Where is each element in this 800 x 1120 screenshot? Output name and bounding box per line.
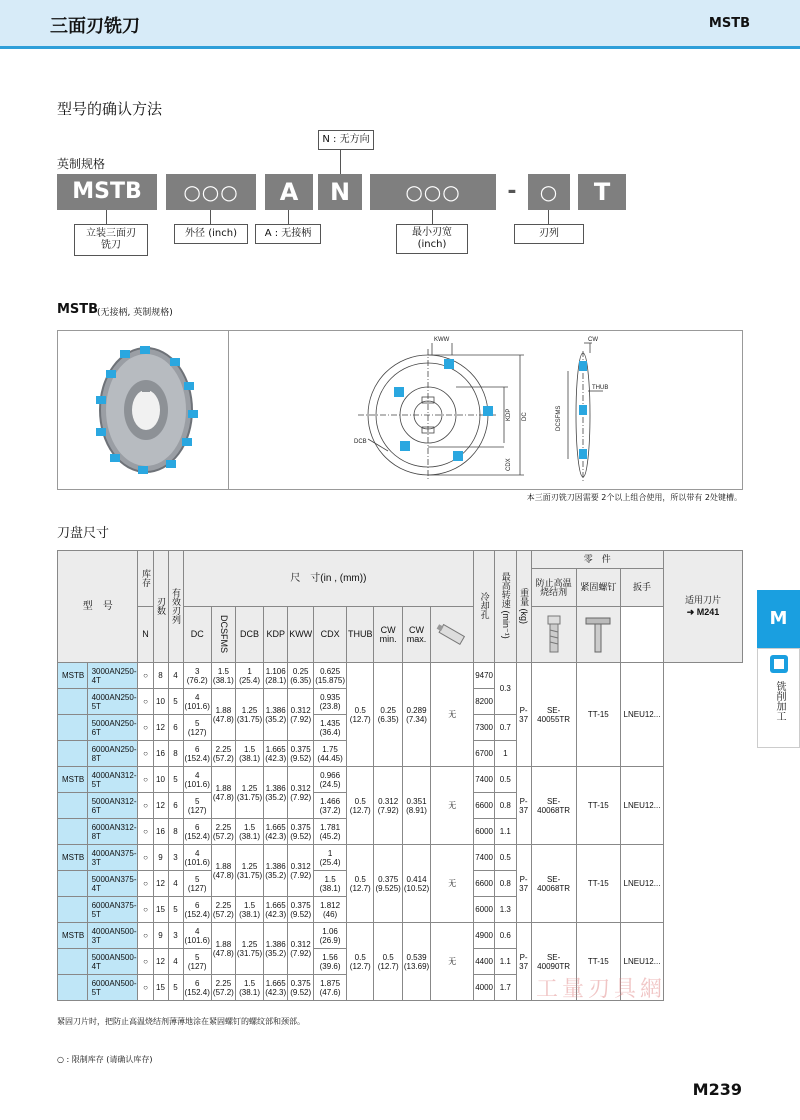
teeth-cell: 9 <box>153 923 168 949</box>
block-n: N <box>318 174 362 210</box>
dcsfms-cell: 2.25 (57.2) <box>211 897 235 923</box>
dc-cell: 4 (101.6) <box>183 689 211 715</box>
milling-icon <box>768 653 790 675</box>
kdp-cell: 1.386 (35.2) <box>264 845 288 897</box>
cwmax-cell: 0.539 (13.69) <box>402 923 430 1001</box>
wrench-cell: TT-15 <box>576 663 620 767</box>
coolant-cell: 无 <box>431 767 474 845</box>
dc-cell: 4 (101.6) <box>183 767 211 793</box>
dcb-cell: 1.25 (31.75) <box>235 923 263 975</box>
thub-cell: 0.5 (12.7) <box>346 923 374 1001</box>
stock-cell: ○ <box>138 819 153 845</box>
col-rpm: 最高转速 (min⁻¹) <box>500 572 511 639</box>
col-antiseize: 防止高温 烧结剂 <box>531 569 576 607</box>
block-dash: - <box>507 179 517 204</box>
col-parts: 零 件 <box>531 551 663 569</box>
kww-cell: 0.312 (7.92) <box>288 923 314 975</box>
weight-cell: 1.3 <box>495 897 517 923</box>
rpm-cell: 7300 <box>474 715 495 741</box>
kww-cell: 0.312 (7.92) <box>288 767 314 819</box>
dc-cell: 5 (127) <box>183 949 211 975</box>
teeth-cell: 10 <box>153 689 168 715</box>
coolant-cell: 无 <box>431 663 474 767</box>
series-cell <box>58 975 88 1001</box>
series-cell <box>58 741 88 767</box>
effective-cell: 5 <box>168 689 183 715</box>
stock-cell: ○ <box>138 897 153 923</box>
kdp-cell: 1.665 (42.3) <box>264 741 288 767</box>
weight-cell: 1.1 <box>495 819 517 845</box>
dim-thub: THUB <box>592 385 609 391</box>
dim-cdx: CDX <box>506 458 512 471</box>
wrench-cell: TT-15 <box>576 845 620 923</box>
cdx-cell: 1.06 (26.9) <box>314 923 347 949</box>
dc-cell: 6 (152.4) <box>183 819 211 845</box>
table-row <box>58 663 743 689</box>
col-effective: 有效刃列 <box>171 587 182 624</box>
section-title-mstb: MSTB <box>57 302 99 317</box>
dc-cell: 6 (152.4) <box>183 741 211 767</box>
block-a: A <box>265 174 313 210</box>
page-number: M239 <box>692 1080 742 1099</box>
effective-cell: 3 <box>168 845 183 871</box>
model-cell: 5000AN250-6T <box>87 715 138 741</box>
rpm-cell: 6000 <box>474 819 495 845</box>
dc-cell: 6 (152.4) <box>183 975 211 1001</box>
dcsfms-cell: 1.5 (38.1) <box>211 663 235 689</box>
rpm-cell: 7400 <box>474 767 495 793</box>
weight-cell: 0.7 <box>495 715 517 741</box>
col-screw: 紧固螺钉 <box>576 569 620 607</box>
col-dc: DC <box>183 607 211 663</box>
cdx-cell: 1.435 (36.4) <box>314 715 347 741</box>
col-n: N <box>138 607 153 663</box>
effective-cell: 3 <box>168 923 183 949</box>
cwmin-cell: 0.375 (9.525) <box>374 845 402 923</box>
insert-ref: M241 <box>696 607 720 617</box>
cdx-cell: 0.966 (24.5) <box>314 767 347 793</box>
series-cell <box>58 715 88 741</box>
weight-cell: 0.5 <box>495 767 517 793</box>
kww-cell: 0.312 (7.92) <box>288 845 314 897</box>
rpm-cell: 8200 <box>474 689 495 715</box>
stock-cell: ○ <box>138 975 153 1001</box>
weight-cell: 1.1 <box>495 949 517 975</box>
table-footnote: 紧固刀片时，把防止高温烧结剂薄薄地涂在紧固螺钉的螺纹部和颈部。 <box>57 1017 305 1026</box>
kdp-cell: 1.665 (42.3) <box>264 819 288 845</box>
dcsfms-cell: 1.88 (47.8) <box>211 845 235 897</box>
antiseize-tube-icon <box>432 614 472 654</box>
weight-cell: 0.8 <box>495 793 517 819</box>
wrench-cell: TT-15 <box>576 923 620 1001</box>
label-diameter: 外径 (inch) <box>174 224 248 244</box>
cdx-cell: 1.466 (37.2) <box>314 793 347 819</box>
teeth-cell: 12 <box>153 715 168 741</box>
weight-cell: 0.8 <box>495 871 517 897</box>
cutter-photo <box>58 331 228 489</box>
teeth-cell: 9 <box>153 845 168 871</box>
insert-cell: LNEU12... <box>620 767 663 845</box>
effective-cell: 5 <box>168 897 183 923</box>
arrow-icon: ➜ <box>686 607 697 617</box>
coolant-cell: 无 <box>431 845 474 923</box>
weight-cell: 0.6 <box>495 923 517 949</box>
col-cdx: CDX <box>314 607 347 663</box>
block-width: ○○○ <box>370 174 496 210</box>
series-cell <box>58 949 88 975</box>
col-teeth: 刃数 <box>156 596 166 615</box>
n-direction-label: N : 无方向 <box>318 130 374 150</box>
cwmin-cell: 0.5 (12.7) <box>374 923 402 1001</box>
cwmin-cell: 0.312 (7.92) <box>374 767 402 845</box>
wrench-icon <box>580 612 616 656</box>
col-thub: THUB <box>346 607 374 663</box>
teeth-cell: 12 <box>153 793 168 819</box>
dcsfms-cell: 1.88 (47.8) <box>211 689 235 741</box>
series-cell: MSTB <box>58 663 88 689</box>
spec-label: 英制规格 <box>57 157 106 171</box>
thub-cell: 0.5 (12.7) <box>346 663 374 767</box>
teeth-cell: 16 <box>153 741 168 767</box>
cdx-cell: 0.935 (23.8) <box>314 689 347 715</box>
model-cell: 4000AN500-3T <box>87 923 138 949</box>
weight-cell: 0.5 <box>495 845 517 871</box>
rpm-cell: 7400 <box>474 845 495 871</box>
section-subtitle-mstb: (无接柄, 英制规格) <box>97 308 173 318</box>
series-cell <box>58 689 88 715</box>
dcsfms-cell: 1.88 (47.8) <box>211 923 235 975</box>
model-cell: 3000AN250-4T <box>87 663 138 689</box>
kdp-cell: 1.665 (42.3) <box>264 897 288 923</box>
wrench-cell: TT-15 <box>576 767 620 845</box>
stock-cell: ○ <box>138 949 153 975</box>
screw-icon <box>539 612 569 656</box>
antiseize-cell: P-37 <box>516 663 531 767</box>
col-cwmin: CW min. <box>374 607 402 663</box>
dcb-cell: 1 (25.4) <box>235 663 263 689</box>
model-cell: 6000AN375-5T <box>87 897 138 923</box>
rpm-cell: 4900 <box>474 923 495 949</box>
weight-cell: 0.3 <box>495 663 517 715</box>
model-cell: 5000AN375-4T <box>87 871 138 897</box>
antiseize-cell: P-37 <box>516 923 531 1001</box>
dc-cell: 5 (127) <box>183 793 211 819</box>
dc-cell: 5 (127) <box>183 871 211 897</box>
kdp-cell: 1.665 (42.3) <box>264 975 288 1001</box>
dcb-cell: 1.25 (31.75) <box>235 767 263 819</box>
model-cell: 5000AN500-4T <box>87 949 138 975</box>
kww-cell: 0.375 (9.52) <box>288 975 314 1001</box>
dcsfms-cell: 1.88 (47.8) <box>211 767 235 819</box>
dc-cell: 6 (152.4) <box>183 897 211 923</box>
series-cell: MSTB <box>58 845 88 871</box>
kww-cell: 0.375 (9.52) <box>288 897 314 923</box>
cwmax-cell: 0.414 (10.52) <box>402 845 430 923</box>
stock-cell: ○ <box>138 689 153 715</box>
series-cell: MSTB <box>58 923 88 949</box>
dcsfms-cell: 2.25 (57.2) <box>211 741 235 767</box>
effective-cell: 8 <box>168 741 183 767</box>
stock-cell: ○ <box>138 741 153 767</box>
table-body <box>58 663 743 1001</box>
insert-cell: LNEU12... <box>620 845 663 923</box>
col-dimensions: 尺 寸(in , (mm)) <box>183 551 474 607</box>
cdx-cell: 1 (25.4) <box>314 845 347 871</box>
col-stock: 库存 <box>140 568 151 587</box>
effective-cell: 4 <box>168 871 183 897</box>
teeth-cell: 15 <box>153 897 168 923</box>
rpm-cell: 6600 <box>474 871 495 897</box>
effective-cell: 4 <box>168 663 183 689</box>
dc-cell: 4 (101.6) <box>183 923 211 949</box>
screw-cell: SE-40055TR <box>531 663 576 767</box>
screw-cell: SE-40068TR <box>531 767 576 845</box>
kww-cell: 0.312 (7.92) <box>288 689 314 741</box>
screw-cell: SE-40068TR <box>531 845 576 923</box>
col-weight: 重量 (kg) <box>519 587 530 624</box>
model-cell: 4000AN312-5T <box>87 767 138 793</box>
col-wrench: 扳手 <box>620 569 663 607</box>
cutter-drawing <box>228 331 742 489</box>
cwmax-cell: 0.351 (8.91) <box>402 767 430 845</box>
section-title-dimensions: 刀盘尺寸 <box>57 526 110 541</box>
dim-dcsfms: DCSFMS <box>556 405 562 431</box>
col-insert: 适用刀片 <box>684 595 721 605</box>
section-title-designation: 型号的确认方法 <box>57 100 163 118</box>
effective-cell: 5 <box>168 767 183 793</box>
teeth-cell: 12 <box>153 871 168 897</box>
dim-cw: CW <box>588 337 598 343</box>
cdx-cell: 1.781 (45.2) <box>314 819 347 845</box>
block-t: T <box>578 174 626 210</box>
label-mstb: 立装三面刃 铣刀 <box>74 224 148 256</box>
stock-cell: ○ <box>138 845 153 871</box>
rpm-cell: 4000 <box>474 975 495 1001</box>
side-label: 铣削加工 <box>774 681 785 721</box>
cdx-cell: 1.812 (46) <box>314 897 347 923</box>
table-row <box>58 845 743 871</box>
dc-cell: 4 (101.6) <box>183 845 211 871</box>
teeth-cell: 12 <box>153 949 168 975</box>
effective-cell: 6 <box>168 715 183 741</box>
stock-cell: ○ <box>138 793 153 819</box>
table-row <box>58 767 743 793</box>
dcb-cell: 1.5 (38.1) <box>235 897 263 923</box>
label-a: A : 无接柄 <box>255 224 321 244</box>
cwmax-cell: 0.289 (7.34) <box>402 663 430 767</box>
watermark: 工量刃具網 <box>536 977 667 1002</box>
col-kdp: KDP <box>264 607 288 663</box>
series-cell <box>58 897 88 923</box>
dcsfms-cell: 2.25 (57.2) <box>211 975 235 1001</box>
series-cell: MSTB <box>58 767 88 793</box>
side-tab-panel <box>757 648 800 748</box>
dcb-cell: 1.25 (31.75) <box>235 845 263 897</box>
table-row <box>58 923 743 949</box>
rpm-cell: 6600 <box>474 793 495 819</box>
dcb-cell: 1.25 (31.75) <box>235 689 263 741</box>
teeth-cell: 15 <box>153 975 168 1001</box>
kdp-cell: 1.386 (35.2) <box>264 767 288 819</box>
col-kww: KWW <box>288 607 314 663</box>
model-cell: 4000AN375-3T <box>87 845 138 871</box>
dimension-table <box>57 550 743 1001</box>
col-dcb: DCB <box>235 607 263 663</box>
cdx-cell: 1.5 (38.1) <box>314 871 347 897</box>
coolant-cell: 无 <box>431 923 474 1001</box>
cdx-cell: 1.875 (47.6) <box>314 975 347 1001</box>
stock-cell: ○ <box>138 663 153 689</box>
col-cwmax: CW max. <box>402 607 430 663</box>
cdx-cell: 1.75 (44.45) <box>314 741 347 767</box>
model-cell: 6000AN250-8T <box>87 741 138 767</box>
cdx-cell: 1.56 (39.6) <box>314 949 347 975</box>
weight-cell: 1.7 <box>495 975 517 1001</box>
rpm-cell: 4400 <box>474 949 495 975</box>
col-model: 型 号 <box>58 551 138 663</box>
dcb-cell: 1.5 (38.1) <box>235 975 263 1001</box>
kww-cell: 0.25 (6.35) <box>288 663 314 689</box>
model-cell: 4000AN250-5T <box>87 689 138 715</box>
figure-note: 本三面刃铣刀因需要 2个以上组合使用，所以带有 2处键槽。 <box>526 493 742 502</box>
dcb-cell: 1.5 (38.1) <box>235 741 263 767</box>
stock-cell: ○ <box>138 923 153 949</box>
label-teeth: 刃列 <box>514 224 584 244</box>
teeth-cell: 8 <box>153 663 168 689</box>
screw-cell: SE-40090TR <box>531 923 576 1001</box>
block-diameter: ○○○ <box>166 174 256 210</box>
teeth-cell: 16 <box>153 819 168 845</box>
figure-box <box>57 330 743 490</box>
header-title: 三面刃铣刀 <box>50 16 140 37</box>
side-tab-m: M <box>757 590 800 648</box>
weight-cell: 1 <box>495 741 517 767</box>
model-cell: 6000AN500-5T <box>87 975 138 1001</box>
effective-cell: 4 <box>168 949 183 975</box>
kdp-cell: 1.386 (35.2) <box>264 923 288 975</box>
teeth-cell: 10 <box>153 767 168 793</box>
dcsfms-cell: 2.25 (57.2) <box>211 819 235 845</box>
col-dcsfms: DCSFMS <box>218 614 229 653</box>
thub-cell: 0.5 (12.7) <box>346 845 374 923</box>
series-cell <box>58 871 88 897</box>
dc-cell: 5 (127) <box>183 715 211 741</box>
stock-legend: ○ : 限制库存 (请确认库存) <box>57 1055 153 1064</box>
kdp-cell: 1.386 (35.2) <box>264 689 288 741</box>
antiseize-cell: P-37 <box>516 767 531 845</box>
series-cell <box>58 793 88 819</box>
kdp-cell: 1.106 (28.1) <box>264 663 288 689</box>
effective-cell: 8 <box>168 819 183 845</box>
label-width: 最小刃宽 (inch) <box>396 224 468 254</box>
kww-cell: 0.375 (9.52) <box>288 741 314 767</box>
stock-cell: ○ <box>138 715 153 741</box>
antiseize-cell: P-37 <box>516 845 531 923</box>
effective-cell: 6 <box>168 793 183 819</box>
block-mstb: MSTB <box>57 174 157 210</box>
insert-cell: LNEU12... <box>620 923 663 1001</box>
thub-cell: 0.5 (12.7) <box>346 767 374 845</box>
dim-kww: KWW <box>434 337 450 343</box>
dcb-cell: 1.5 (38.1) <box>235 819 263 845</box>
kww-cell: 0.375 (9.52) <box>288 819 314 845</box>
model-cell: 6000AN312-8T <box>87 819 138 845</box>
cdx-cell: 0.625 (15.875) <box>314 663 347 689</box>
dc-cell: 3 (76.2) <box>183 663 211 689</box>
block-teeth: ○ <box>528 174 570 210</box>
rpm-cell: 9470 <box>474 663 495 689</box>
rpm-cell: 6000 <box>474 897 495 923</box>
rpm-cell: 6700 <box>474 741 495 767</box>
dim-kdp: KDP <box>506 408 512 421</box>
series-cell <box>58 819 88 845</box>
dim-dc: DC <box>522 412 528 421</box>
insert-cell: LNEU12... <box>620 663 663 767</box>
model-cell: 5000AN312-6T <box>87 793 138 819</box>
stock-cell: ○ <box>138 871 153 897</box>
cwmin-cell: 0.25 (6.35) <box>374 663 402 767</box>
dim-dcb: DCB <box>354 439 367 445</box>
effective-cell: 5 <box>168 975 183 1001</box>
stock-cell: ○ <box>138 767 153 793</box>
col-coolant: 冷却孔 <box>479 592 490 619</box>
header-code: MSTB <box>708 16 750 31</box>
